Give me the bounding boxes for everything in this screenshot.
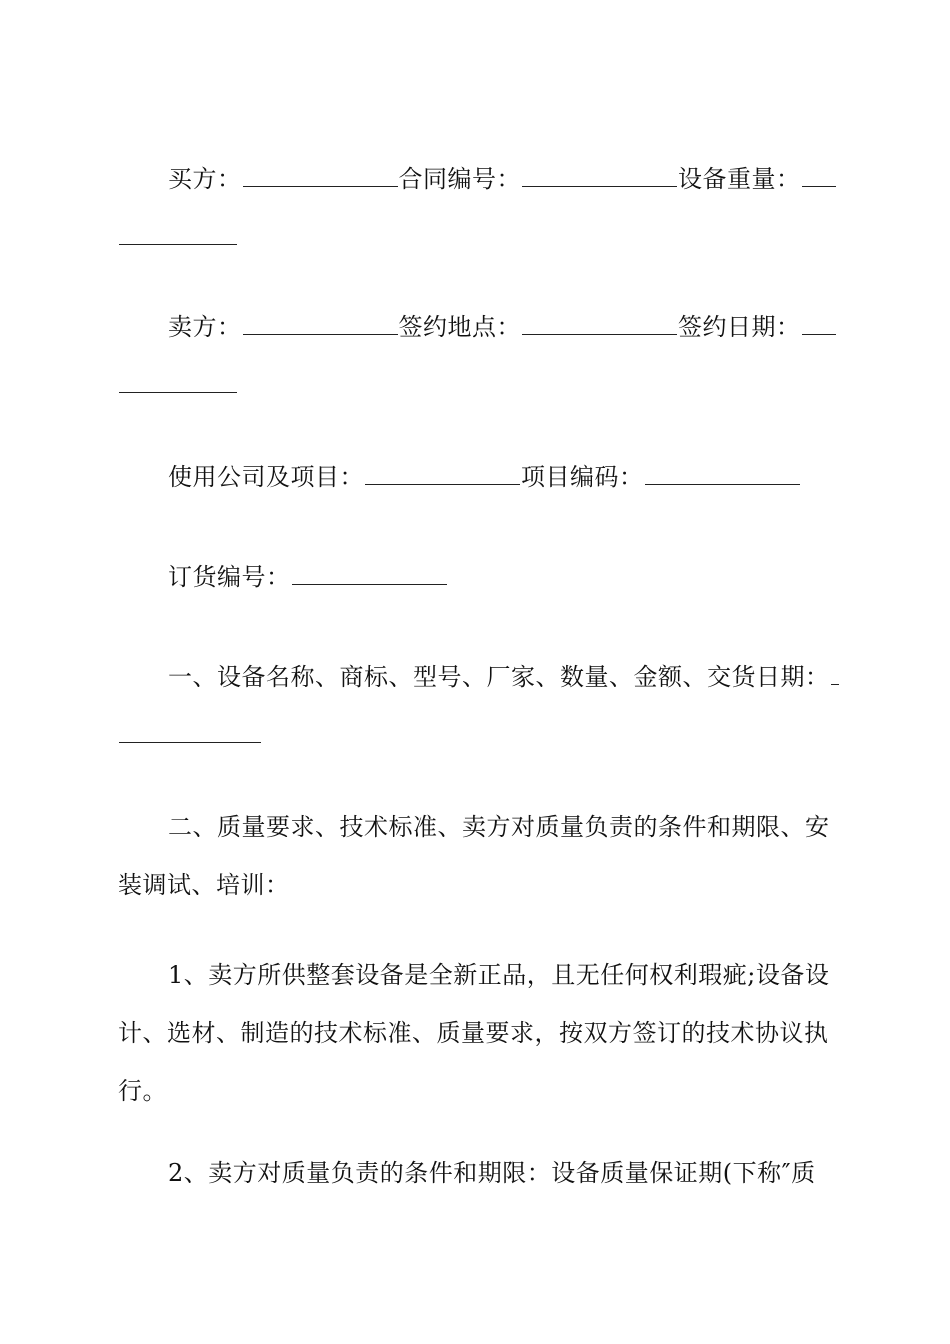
contract-no-label: 合同编号： — [398, 165, 521, 193]
weight-blank-part1[interactable] — [802, 166, 836, 187]
contract-no-blank[interactable] — [522, 166, 677, 187]
company-project-blank[interactable] — [365, 464, 520, 485]
buyer-label: 买方： — [168, 165, 242, 193]
section-2-heading-line-1: 二、质量要求、技术标准、卖方对质量负责的条件和期限、安 — [168, 813, 830, 841]
section-1-blank-part2[interactable] — [119, 722, 261, 743]
clause-1-line-2: 计、选材、制造的技术标准、质量要求，按双方签订的技术协议执 — [118, 1019, 829, 1047]
clause-1-line-1: 1、卖方所供整套设备是全新正品，且无任何权利瑕疵;设备设 — [168, 961, 830, 989]
section-1-heading: 一、设备名称、商标、型号、厂家、数量、金额、交货日期： — [168, 663, 830, 691]
company-project-label: 使用公司及项目： — [168, 463, 364, 491]
order-no-blank[interactable] — [292, 564, 447, 585]
section-1-blank-part1[interactable] — [831, 664, 839, 685]
sign-place-blank[interactable] — [522, 314, 677, 335]
order-no-label: 订货编号： — [168, 563, 291, 591]
clause-2-line-1: 2、卖方对质量负责的条件和期限：设备质量保证期(下称″质 — [168, 1159, 816, 1187]
weight-label: 设备重量： — [678, 165, 801, 193]
section-2-paragraph — [118, 798, 834, 914]
clause-1-line-3: 行。 — [118, 1077, 167, 1105]
seller-label: 卖方： — [168, 313, 242, 341]
project-info-paragraph — [118, 448, 834, 506]
sign-date-blank-part1[interactable] — [802, 314, 836, 335]
clause-1-paragraph — [118, 946, 834, 1120]
sign-place-label: 签约地点： — [398, 313, 521, 341]
section-1-paragraph — [118, 648, 834, 764]
sign-date-blank-part2[interactable] — [119, 372, 237, 393]
buyer-info-paragraph — [118, 150, 834, 266]
weight-blank-part2[interactable] — [119, 224, 237, 245]
section-2-heading-line-2: 装调试、培训： — [118, 871, 290, 899]
seller-info-paragraph — [118, 298, 834, 414]
seller-blank[interactable] — [243, 314, 398, 335]
project-code-blank[interactable] — [645, 464, 800, 485]
project-code-label: 项目编码： — [521, 463, 644, 491]
sign-date-label: 签约日期： — [678, 313, 801, 341]
order-info-paragraph — [118, 548, 834, 606]
clause-2-paragraph — [118, 1144, 834, 1202]
buyer-blank[interactable] — [243, 166, 398, 187]
